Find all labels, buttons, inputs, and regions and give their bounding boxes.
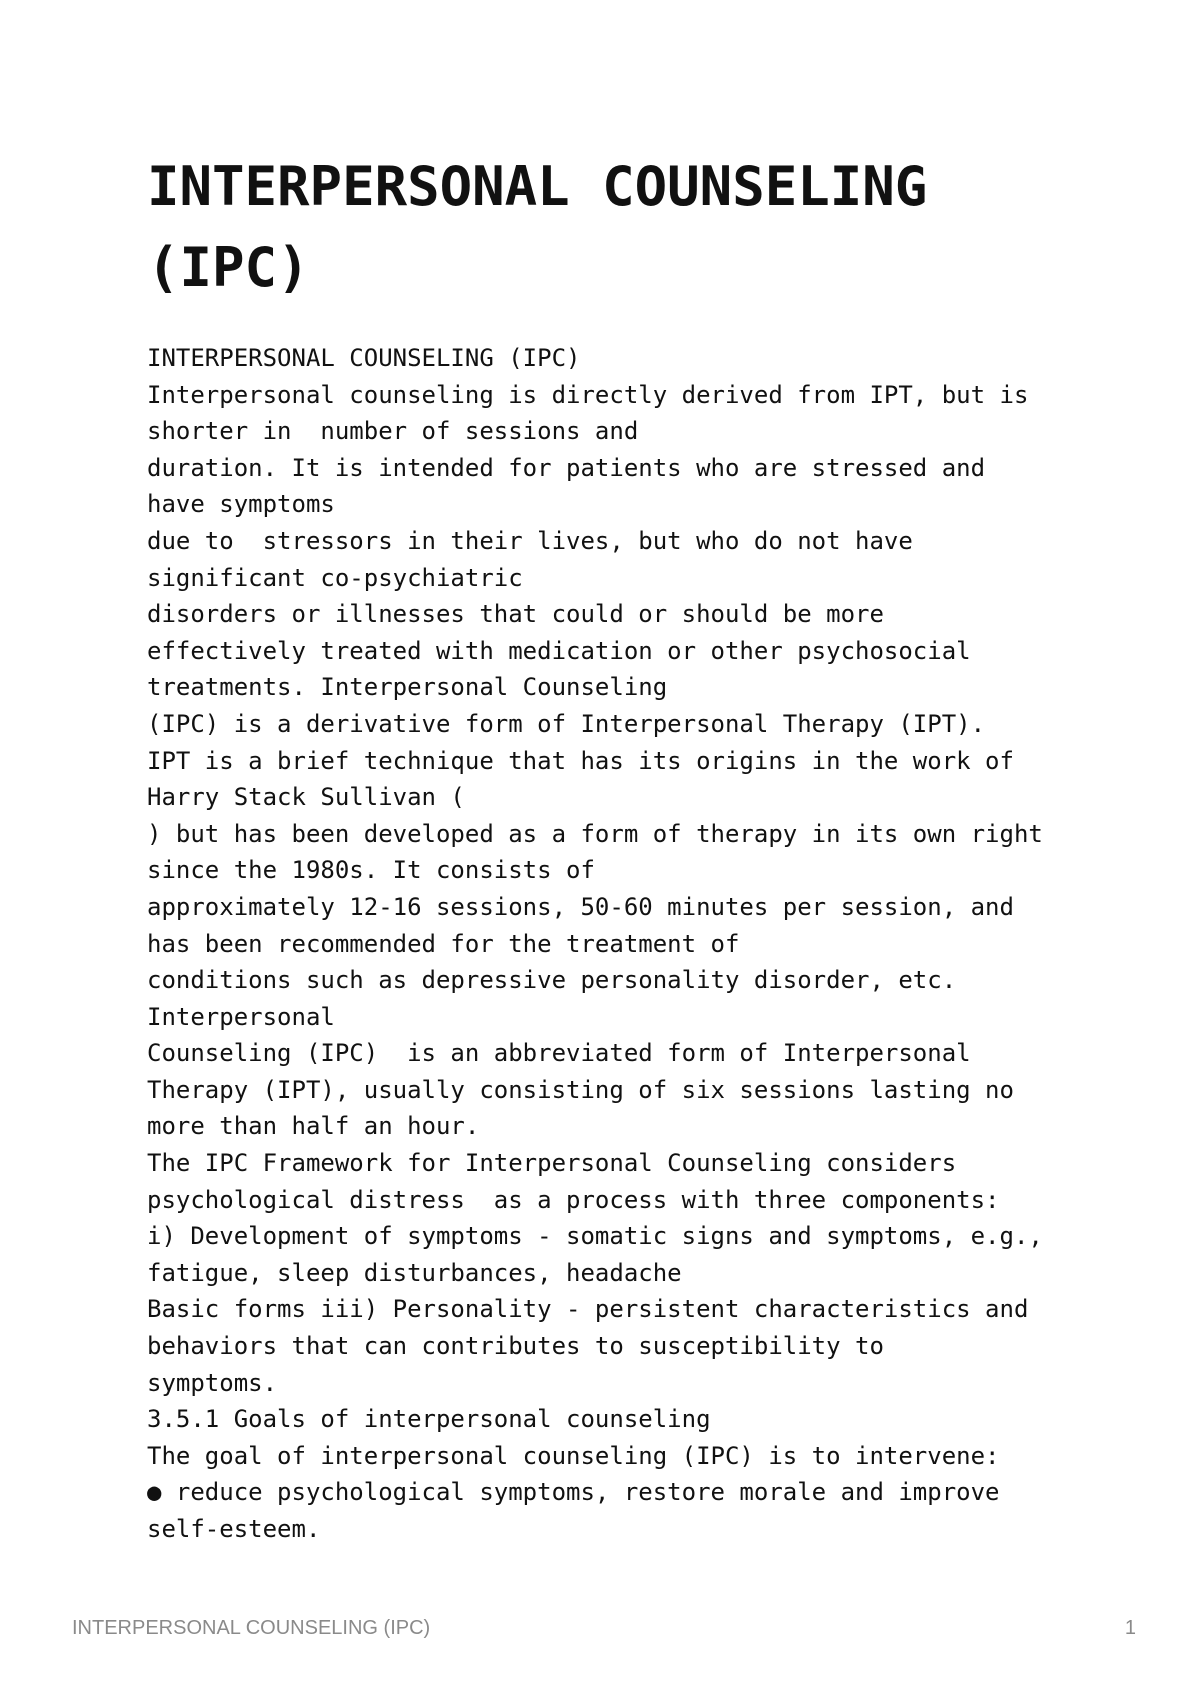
- document-title-line: (IPC): [147, 236, 310, 299]
- body-text-line: more than half an hour.: [147, 1112, 480, 1141]
- body-text-line: have symptoms: [147, 490, 335, 519]
- body-text-line: fatigue, sleep disturbances, headache: [147, 1258, 682, 1287]
- body-text-line: (IPC) is a derivative form of Interpersonal Therapy (IPT).: [147, 709, 986, 738]
- body-text-line: disorders or illnesses that could or should be more: [147, 600, 884, 629]
- page-number: 1: [1124, 1617, 1136, 1639]
- body-text-line: Interpersonal: [147, 1002, 335, 1031]
- body-text-line: duration. It is intended for patients who are stressed and: [147, 453, 986, 482]
- body-text-line: due to stressors in their lives, but who do not have: [147, 526, 913, 555]
- body-text-line: symptoms.: [147, 1368, 278, 1397]
- body-text-line: conditions such as depressive personality disorder, etc.: [147, 966, 957, 995]
- body-text-line: psychological distress as a process with three components:: [147, 1185, 1000, 1214]
- body-text-line: shorter in number of sessions and: [147, 417, 639, 446]
- body-text-line: approximately 12-16 sessions, 50-60 minutes per session, and: [147, 892, 1014, 921]
- body-text-line: ● reduce psychological symptoms, restore morale and improve: [147, 1478, 1000, 1507]
- body-text-line: ) but has been developed as a form of therapy in its own right: [147, 819, 1043, 848]
- body-text-line: treatments. Interpersonal Counseling: [147, 673, 668, 702]
- body-text-line: self-esteem.: [147, 1515, 321, 1543]
- footer-title: INTERPERSONAL COUNSELING (IPC): [72, 1617, 431, 1639]
- document-title: [147, 146, 1107, 308]
- body-text-line: Basic forms iii) Personality - persistent characteristics and: [147, 1295, 1029, 1324]
- page-footer: [0, 1614, 1200, 1644]
- body-text-line: behaviors that can contributes to susceptibility to: [147, 1332, 884, 1361]
- body-text-line: Harry Stack Sullivan (: [147, 783, 465, 812]
- document-body: [147, 340, 1147, 1548]
- body-text-line: The goal of interpersonal counseling (IPC) is to intervene:: [147, 1441, 1000, 1470]
- body-text-line: effectively treated with medication or other psychosocial: [147, 636, 971, 665]
- body-text-line: INTERPERSONAL COUNSELING (IPC): [147, 344, 581, 372]
- body-text-line: has been recommended for the treatment of: [147, 929, 740, 958]
- body-text-line: significant co-psychiatric: [147, 563, 523, 592]
- document-title-line: INTERPERSONAL COUNSELING: [147, 155, 928, 218]
- body-text-line: since the 1980s. It consists of: [147, 856, 595, 885]
- body-text-line: i) Development of symptoms - somatic signs and symptoms, e.g.,: [147, 1222, 1043, 1251]
- body-text-line: IPT is a brief technique that has its origins in the work of: [147, 746, 1014, 775]
- body-text-line: 3.5.1 Goals of interpersonal counseling: [147, 1405, 711, 1434]
- body-text-line: Interpersonal counseling is directly derived from IPT, but is: [147, 380, 1029, 409]
- body-text-line: Therapy (IPT), usually consisting of six sessions lasting no: [147, 1075, 1014, 1104]
- body-text-line: Counseling (IPC) is an abbreviated form of Interpersonal: [147, 1039, 971, 1068]
- body-text-line: The IPC Framework for Interpersonal Counseling considers: [147, 1149, 957, 1178]
